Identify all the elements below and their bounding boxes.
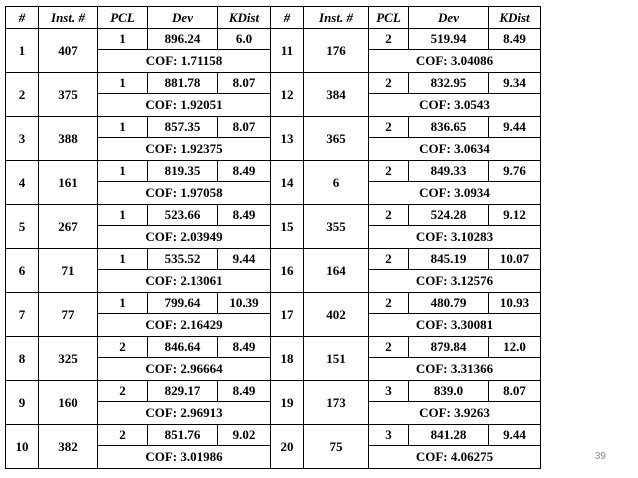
cof-value-right: COF: 3.10283 bbox=[369, 226, 541, 249]
instance-number-left: 382 bbox=[39, 425, 98, 469]
instance-number-left: 407 bbox=[39, 29, 98, 73]
cof-value-right: COF: 3.30081 bbox=[369, 314, 541, 337]
dev-value-left: 846.64 bbox=[148, 337, 218, 358]
instance-number-right: 365 bbox=[304, 117, 369, 161]
row-number-left: 4 bbox=[6, 161, 39, 205]
instance-number-right: 151 bbox=[304, 337, 369, 381]
dev-value-right: 879.84 bbox=[409, 337, 489, 358]
kdist-value-left: 6.0 bbox=[218, 29, 271, 50]
kdist-value-left: 8.49 bbox=[218, 161, 271, 182]
dev-value-right: 832.95 bbox=[409, 73, 489, 94]
instance-number-right: 355 bbox=[304, 205, 369, 249]
dev-value-left: 857.35 bbox=[148, 117, 218, 138]
table-row bbox=[6, 161, 541, 182]
pcl-value-left: 2 bbox=[98, 381, 148, 402]
table-row bbox=[6, 73, 541, 94]
cof-value-left: COF: 1.92051 bbox=[98, 94, 271, 117]
cof-value-right: COF: 4.06275 bbox=[369, 446, 541, 469]
table-row bbox=[6, 337, 541, 358]
row-number-right: 12 bbox=[271, 73, 304, 117]
dev-value-right: 845.19 bbox=[409, 249, 489, 270]
dev-value-left: 799.64 bbox=[148, 293, 218, 314]
row-number-right: 15 bbox=[271, 205, 304, 249]
header-pcl-right: PCL bbox=[369, 7, 409, 29]
header-kdist-left: KDist bbox=[218, 7, 271, 29]
cof-value-left: COF: 3.01986 bbox=[98, 446, 271, 469]
results-table bbox=[5, 6, 541, 469]
kdist-value-right: 9.44 bbox=[489, 117, 541, 138]
row-number-right: 16 bbox=[271, 249, 304, 293]
row-number-left: 3 bbox=[6, 117, 39, 161]
pcl-value-right: 2 bbox=[369, 249, 409, 270]
kdist-value-left: 10.39 bbox=[218, 293, 271, 314]
pcl-value-left: 1 bbox=[98, 205, 148, 226]
cof-value-right: COF: 3.12576 bbox=[369, 270, 541, 293]
header-dev-right: Dev bbox=[409, 7, 489, 29]
kdist-value-right: 9.12 bbox=[489, 205, 541, 226]
header-inst-left: Inst. # bbox=[39, 7, 98, 29]
instance-number-right: 402 bbox=[304, 293, 369, 337]
row-number-right: 19 bbox=[271, 381, 304, 425]
cof-value-left: COF: 1.97058 bbox=[98, 182, 271, 205]
pcl-value-left: 2 bbox=[98, 337, 148, 358]
cof-value-right: COF: 3.0543 bbox=[369, 94, 541, 117]
pcl-value-right: 2 bbox=[369, 337, 409, 358]
kdist-value-right: 8.49 bbox=[489, 29, 541, 50]
table-row bbox=[6, 249, 541, 270]
pcl-value-left: 1 bbox=[98, 161, 148, 182]
cof-value-left: COF: 1.71158 bbox=[98, 50, 271, 73]
kdist-value-left: 8.49 bbox=[218, 205, 271, 226]
pcl-value-left: 1 bbox=[98, 73, 148, 94]
instance-number-left: 325 bbox=[39, 337, 98, 381]
slide-number: 39 bbox=[594, 451, 606, 462]
pcl-value-right: 2 bbox=[369, 117, 409, 138]
dev-value-left: 881.78 bbox=[148, 73, 218, 94]
row-number-right: 11 bbox=[271, 29, 304, 73]
kdist-value-right: 8.07 bbox=[489, 381, 541, 402]
dev-value-right: 839.0 bbox=[409, 381, 489, 402]
table-row bbox=[6, 205, 541, 226]
cof-value-right: COF: 3.0634 bbox=[369, 138, 541, 161]
cof-value-left: COF: 2.96913 bbox=[98, 402, 271, 425]
header-row bbox=[6, 7, 541, 29]
instance-number-left: 160 bbox=[39, 381, 98, 425]
dev-value-right: 519.94 bbox=[409, 29, 489, 50]
instance-number-left: 267 bbox=[39, 205, 98, 249]
kdist-value-right: 10.07 bbox=[489, 249, 541, 270]
instance-number-right: 164 bbox=[304, 249, 369, 293]
pcl-value-left: 1 bbox=[98, 293, 148, 314]
kdist-value-right: 9.34 bbox=[489, 73, 541, 94]
header-dev-left: Dev bbox=[148, 7, 218, 29]
row-number-left: 2 bbox=[6, 73, 39, 117]
header-number-right: # bbox=[271, 7, 304, 29]
row-number-right: 14 bbox=[271, 161, 304, 205]
row-number-left: 8 bbox=[6, 337, 39, 381]
pcl-value-right: 2 bbox=[369, 293, 409, 314]
table-row bbox=[6, 425, 541, 446]
dev-value-left: 535.52 bbox=[148, 249, 218, 270]
kdist-value-left: 8.07 bbox=[218, 117, 271, 138]
kdist-value-right: 12.0 bbox=[489, 337, 541, 358]
cof-value-right: COF: 3.04086 bbox=[369, 50, 541, 73]
kdist-value-left: 8.07 bbox=[218, 73, 271, 94]
kdist-value-right: 10.93 bbox=[489, 293, 541, 314]
header-number-left: # bbox=[6, 7, 39, 29]
kdist-value-left: 9.02 bbox=[218, 425, 271, 446]
kdist-value-left: 8.49 bbox=[218, 381, 271, 402]
row-number-right: 17 bbox=[271, 293, 304, 337]
header-inst-right: Inst. # bbox=[304, 7, 369, 29]
cof-value-left: COF: 2.03949 bbox=[98, 226, 271, 249]
pcl-value-left: 2 bbox=[98, 425, 148, 446]
row-number-left: 10 bbox=[6, 425, 39, 469]
dev-value-left: 523.66 bbox=[148, 205, 218, 226]
pcl-value-left: 1 bbox=[98, 117, 148, 138]
dev-value-left: 896.24 bbox=[148, 29, 218, 50]
instance-number-right: 6 bbox=[304, 161, 369, 205]
pcl-value-right: 2 bbox=[369, 73, 409, 94]
cof-value-left: COF: 1.92375 bbox=[98, 138, 271, 161]
dev-value-right: 524.28 bbox=[409, 205, 489, 226]
instance-number-right: 173 bbox=[304, 381, 369, 425]
cof-value-right: COF: 3.9263 bbox=[369, 402, 541, 425]
dev-value-right: 849.33 bbox=[409, 161, 489, 182]
instance-number-left: 388 bbox=[39, 117, 98, 161]
kdist-value-left: 9.44 bbox=[218, 249, 271, 270]
pcl-value-right: 2 bbox=[369, 161, 409, 182]
instance-number-left: 161 bbox=[39, 161, 98, 205]
instance-number-right: 176 bbox=[304, 29, 369, 73]
dev-value-right: 841.28 bbox=[409, 425, 489, 446]
dev-value-left: 829.17 bbox=[148, 381, 218, 402]
cof-value-right: COF: 3.0934 bbox=[369, 182, 541, 205]
table-body bbox=[6, 29, 541, 469]
cof-value-left: COF: 2.96664 bbox=[98, 358, 271, 381]
pcl-value-left: 1 bbox=[98, 249, 148, 270]
row-number-left: 1 bbox=[6, 29, 39, 73]
dev-value-left: 819.35 bbox=[148, 161, 218, 182]
kdist-value-left: 8.49 bbox=[218, 337, 271, 358]
instance-number-left: 77 bbox=[39, 293, 98, 337]
row-number-left: 9 bbox=[6, 381, 39, 425]
header-kdist-right: KDist bbox=[489, 7, 541, 29]
instance-number-right: 75 bbox=[304, 425, 369, 469]
row-number-right: 20 bbox=[271, 425, 304, 469]
pcl-value-right: 2 bbox=[369, 205, 409, 226]
table-row bbox=[6, 381, 541, 402]
table-row bbox=[6, 293, 541, 314]
pcl-value-right: 3 bbox=[369, 381, 409, 402]
row-number-left: 5 bbox=[6, 205, 39, 249]
row-number-left: 6 bbox=[6, 249, 39, 293]
row-number-left: 7 bbox=[6, 293, 39, 337]
pcl-value-left: 1 bbox=[98, 29, 148, 50]
header-pcl-left: PCL bbox=[98, 7, 148, 29]
kdist-value-right: 9.76 bbox=[489, 161, 541, 182]
table-row bbox=[6, 117, 541, 138]
cof-value-right: COF: 3.31366 bbox=[369, 358, 541, 381]
cof-value-left: COF: 2.16429 bbox=[98, 314, 271, 337]
pcl-value-right: 3 bbox=[369, 425, 409, 446]
dev-value-right: 480.79 bbox=[409, 293, 489, 314]
instance-number-right: 384 bbox=[304, 73, 369, 117]
cof-value-left: COF: 2.13061 bbox=[98, 270, 271, 293]
dev-value-right: 836.65 bbox=[409, 117, 489, 138]
row-number-right: 13 bbox=[271, 117, 304, 161]
instance-number-left: 375 bbox=[39, 73, 98, 117]
dev-value-left: 851.76 bbox=[148, 425, 218, 446]
pcl-value-right: 2 bbox=[369, 29, 409, 50]
table-row bbox=[6, 29, 541, 50]
row-number-right: 18 bbox=[271, 337, 304, 381]
instance-number-left: 71 bbox=[39, 249, 98, 293]
kdist-value-right: 9.44 bbox=[489, 425, 541, 446]
